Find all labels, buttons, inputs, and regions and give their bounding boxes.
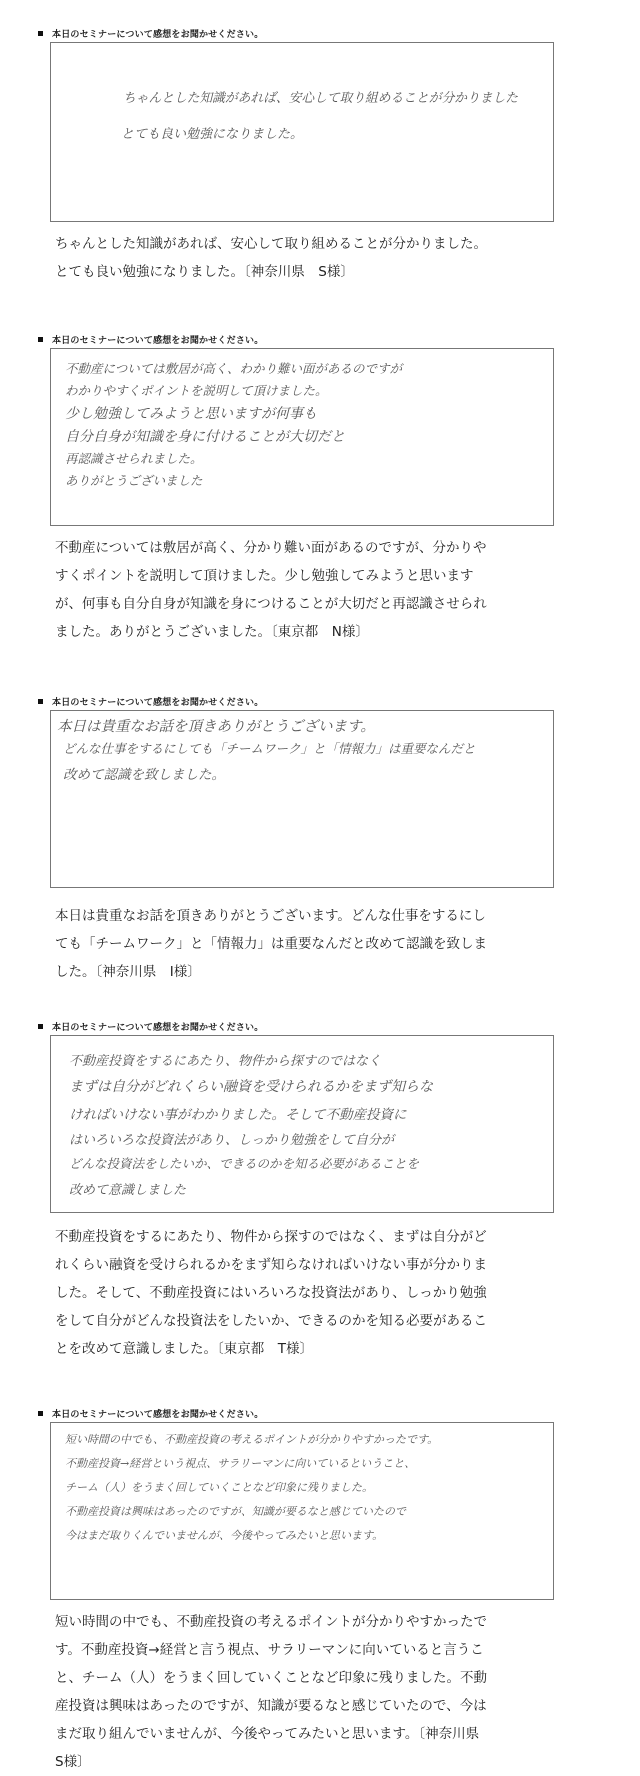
handwritten-response-box: [50, 1422, 554, 1600]
handwritten-line: わかりやすくポイントを説明して頂けました。: [65, 383, 328, 398]
handwritten-line: どんな仕事をするにしても「チームワーク」と「情報力」は重要なんだと: [63, 741, 476, 756]
testimonial-transcript: 短い時間の中でも、不動産投資の考えるポイントが分かりやすかったです。不動産投資→経営と言う視点、サラリーマンに向いていると言うこと、チーム（人）をうまく回していくことなど印象に残りました。不動産投資は興味はあったのですが、知識が要るなと感じていたので、今はまだ取り組んでいませんが、今後やってみたいと思います。〔神奈川県 S様〕: [55, 1614, 493, 1770]
handwritten-response-box: [50, 710, 554, 888]
handwritten-line: 不動産投資→経営という視点、サラリーマンに向いているということ、: [65, 1457, 416, 1470]
testimonial-transcript: 不動産については敷居が高く、分かり難い面があるのですが、分かりやすくポイントを説明して頂けました。少し勉強してみようと思いますが、何事も自分自身が知識を身につけることが大切だと再認識させられました。ありがとうございました。〔東京都 N様〕: [55, 540, 487, 640]
handwritten-line: 本日は貴重なお話を頂きありがとうございます。: [57, 719, 375, 735]
handwritten-line: 不動産については敷居が高く、わかり難い面があるのですが: [65, 361, 403, 376]
testimonial-transcript: 不動産投資をするにあたり、物件から探すのではなく、まずは自分がどれくらい融資を受けられるかをまず知らなければいけない事が分かりました。そして、不動産投資にはいろいろな投資法があり、しっかり勉強をして自分がどんな投資法をしたいか、できるのかを知る必要があることを改めて意識しました。〔東京都 T様〕: [55, 1229, 487, 1357]
bullet-square-icon: [38, 699, 43, 704]
survey-question-text: 本日のセミナーについて感想をお聞かせください。: [52, 336, 264, 346]
testimonial-transcript: 本日は貴重なお話を頂きありがとうございます。どんな仕事をするにしても「チームワーク」と「情報力」は重要なんだと改めて認識を致しました。〔神奈川県 I様〕: [55, 908, 487, 980]
handwritten-response-box: [50, 348, 554, 526]
bullet-square-icon: [38, 1024, 43, 1029]
survey-question: [38, 695, 263, 708]
handwritten-line: 不動産投資は興味はあったのですが、知識が要るなと感じていたので: [65, 1505, 406, 1518]
testimonial-transcript: ちゃんとした知識があれば、安心して取り組めることが分かりました。とても良い勉強になりました。〔神奈川県 S様〕: [55, 236, 487, 280]
handwritten-line: まずは自分がどれくらい融資を受けられるかをまず知らな: [69, 1079, 433, 1095]
bullet-square-icon: [38, 31, 43, 36]
survey-question: [38, 1020, 263, 1033]
handwritten-line: 少し勉強してみようと思いますが何事も: [65, 406, 317, 422]
handwritten-line: ければいけない事がわかりました。そして不動産投資に: [69, 1107, 407, 1123]
handwritten-line: 今はまだ取りくんでいませんが、今後やってみたいと思います。: [65, 1529, 384, 1542]
handwritten-line: はいろいろな投資法があり、しっかり勉強をして自分が: [69, 1133, 395, 1148]
survey-question-text: 本日のセミナーについて感想をお聞かせください。: [52, 1023, 264, 1033]
handwritten-line: とても良い勉強になりました。: [121, 127, 304, 142]
handwritten-line: 短い時間の中でも、不動産投資の考えるポイントが分かりやすかったです。: [65, 1433, 439, 1446]
handwritten-line: 改めて認識を致しました。: [63, 767, 225, 783]
handwritten-line: 再認識させられました。: [65, 451, 203, 466]
handwritten-response-box: [50, 1035, 554, 1213]
handwritten-line: どんな投資法をしたいか、できるのかを知る必要があることを: [69, 1156, 420, 1171]
handwritten-line: 自分自身が知識を身に付けることが大切だと: [65, 429, 345, 445]
handwritten-response-box: [50, 42, 554, 222]
handwritten-line: ちゃんとした知識があれば、安心して取り組めることが分かりました: [123, 91, 518, 106]
bullet-square-icon: [38, 1411, 43, 1416]
handwritten-line: チーム（人）をうまく回していくことなど印象に残りました。: [65, 1481, 373, 1494]
survey-question: [38, 27, 263, 40]
survey-question-text: 本日のセミナーについて感想をお聞かせください。: [52, 30, 264, 40]
survey-question: [38, 333, 263, 346]
survey-question: [38, 1407, 263, 1420]
handwritten-line: 改めて意識しました: [69, 1183, 187, 1198]
bullet-square-icon: [38, 337, 43, 342]
survey-question-text: 本日のセミナーについて感想をお聞かせください。: [52, 1410, 264, 1420]
survey-question-text: 本日のセミナーについて感想をお聞かせください。: [52, 698, 264, 708]
handwritten-line: ありがとうございました: [65, 473, 203, 488]
handwritten-line: 不動産投資をするにあたり、物件から探すのではなく: [69, 1054, 382, 1069]
